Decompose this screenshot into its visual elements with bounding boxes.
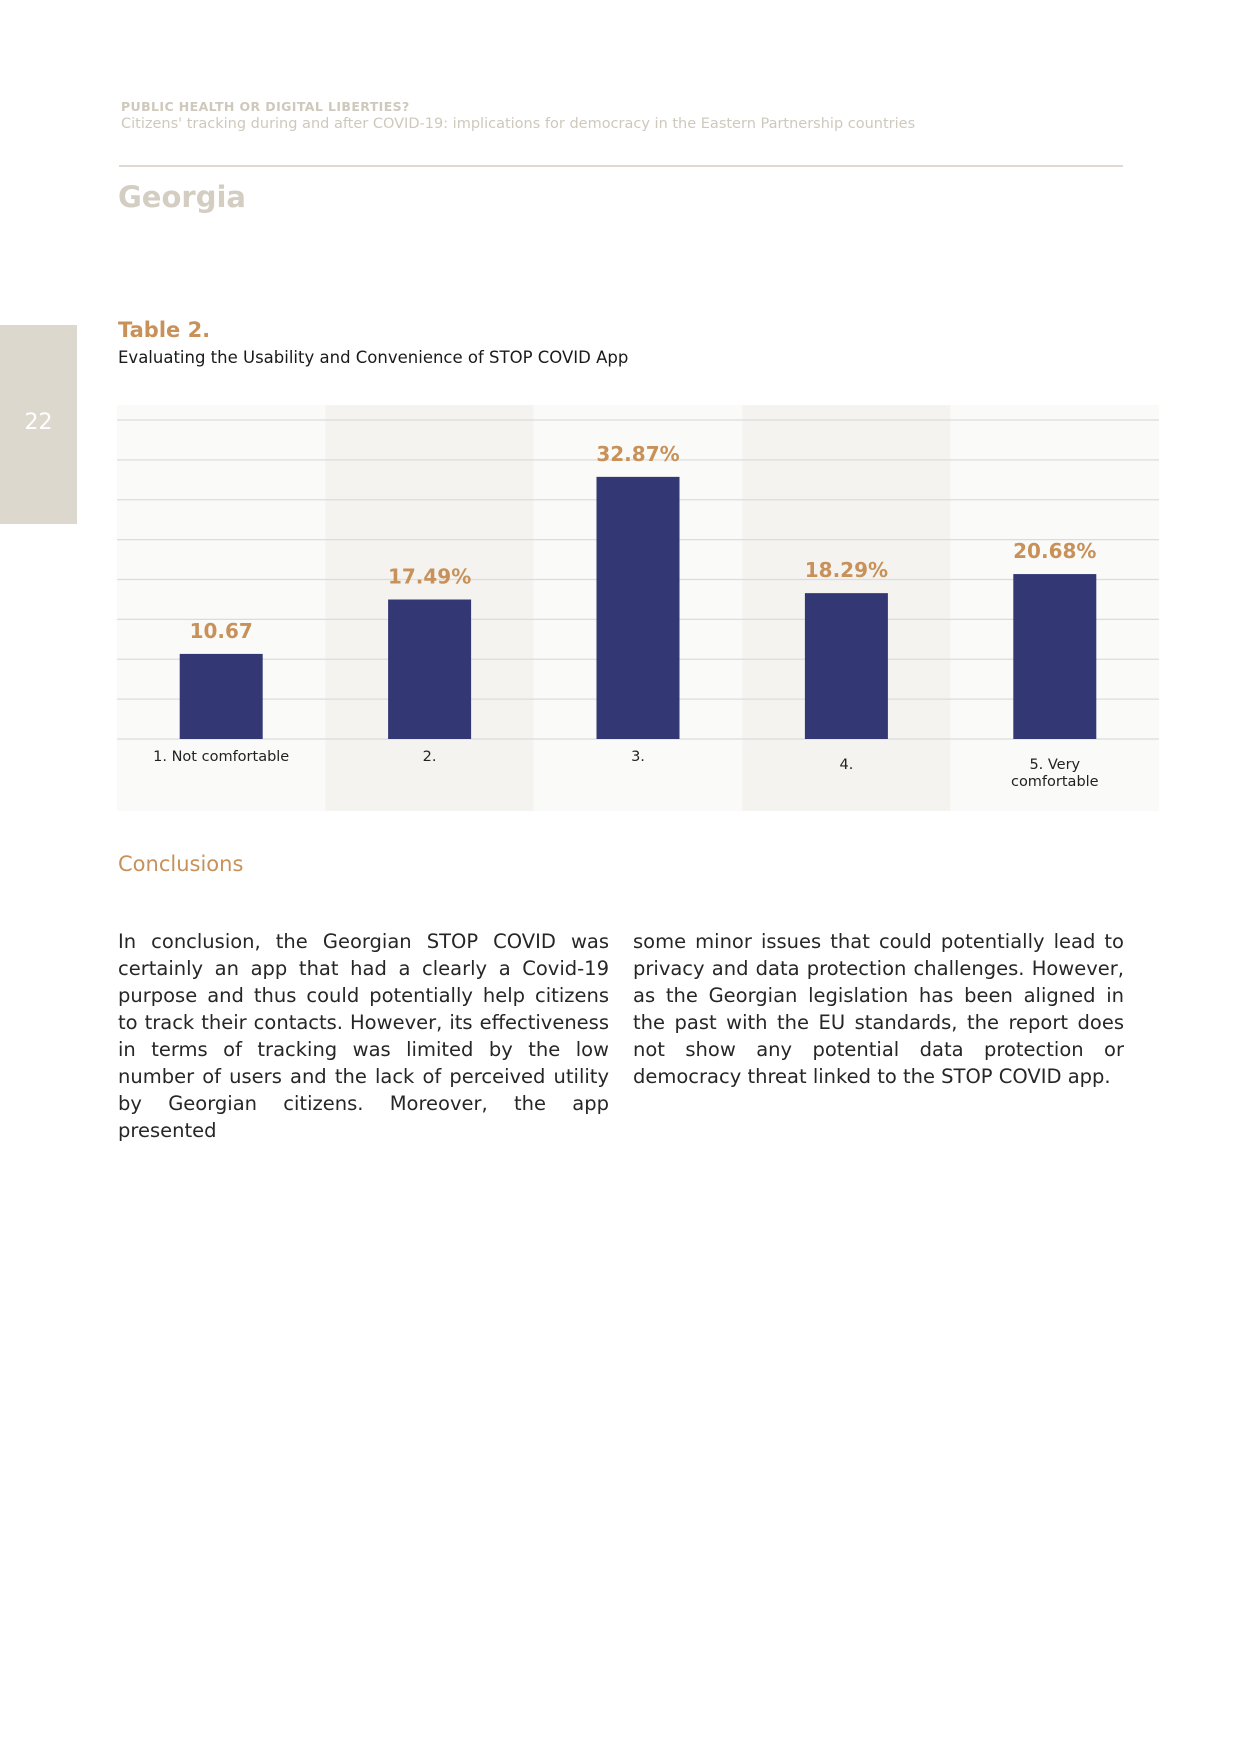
bar (180, 654, 263, 739)
bar (1013, 574, 1096, 739)
bar-data-label: 32.87% (596, 441, 680, 466)
table-caption: Evaluating the Usability and Convenience of STOP COVID App (118, 348, 629, 367)
running-header-subtitle: Citizens' tracking during and after COVID-19: implications for democracy in the Eastern Partnership countries (121, 116, 916, 132)
x-axis-tick-label: 4. (839, 757, 854, 773)
bar (805, 593, 888, 739)
bar-data-label: 20.68% (1013, 539, 1097, 564)
conclusions-heading: Conclusions (118, 852, 244, 876)
section-title: Georgia (118, 180, 246, 214)
bar (388, 600, 471, 739)
x-axis-tick-label: 2. (422, 749, 437, 765)
running-header-title: PUBLIC HEALTH OR DIGITAL LIBERTIES? (121, 99, 410, 114)
bar-data-label: 18.29% (804, 558, 889, 583)
table-label: Table 2. (118, 318, 211, 342)
bar-chart (117, 405, 1159, 811)
page-number: 22 (24, 410, 53, 435)
conclusions-paragraph-left: In conclusion, the Georgian STOP COVID was certainly an app that had a clearly a Covid-19 purpose and thus could potentially help citizens to track their contacts. However, its effectiveness in terms of tracking was limited by the low number of users and the lack of perceived utility by Georgian citizens. Moreover, the app presented (118, 929, 609, 1142)
x-axis-tick-label: 3. (631, 749, 645, 765)
conclusions-paragraph-right: some minor issues that could potentially lead to privacy and data protection challenges. However, as the Georgian legislation has been aligned in the past with the EU standards, the report does not show any potential data protection or democracy threat linked to the STOP COVID app. (633, 929, 1124, 1088)
x-axis-tick-label: 1. Not comfortable (153, 749, 290, 765)
bar-data-label: 10.67 (189, 618, 253, 643)
bar (597, 477, 680, 739)
x-axis-tick-label: 5. Very comfortable (1010, 757, 1099, 790)
bar-data-label: 17.49% (387, 564, 472, 589)
header-divider (119, 165, 1123, 167)
